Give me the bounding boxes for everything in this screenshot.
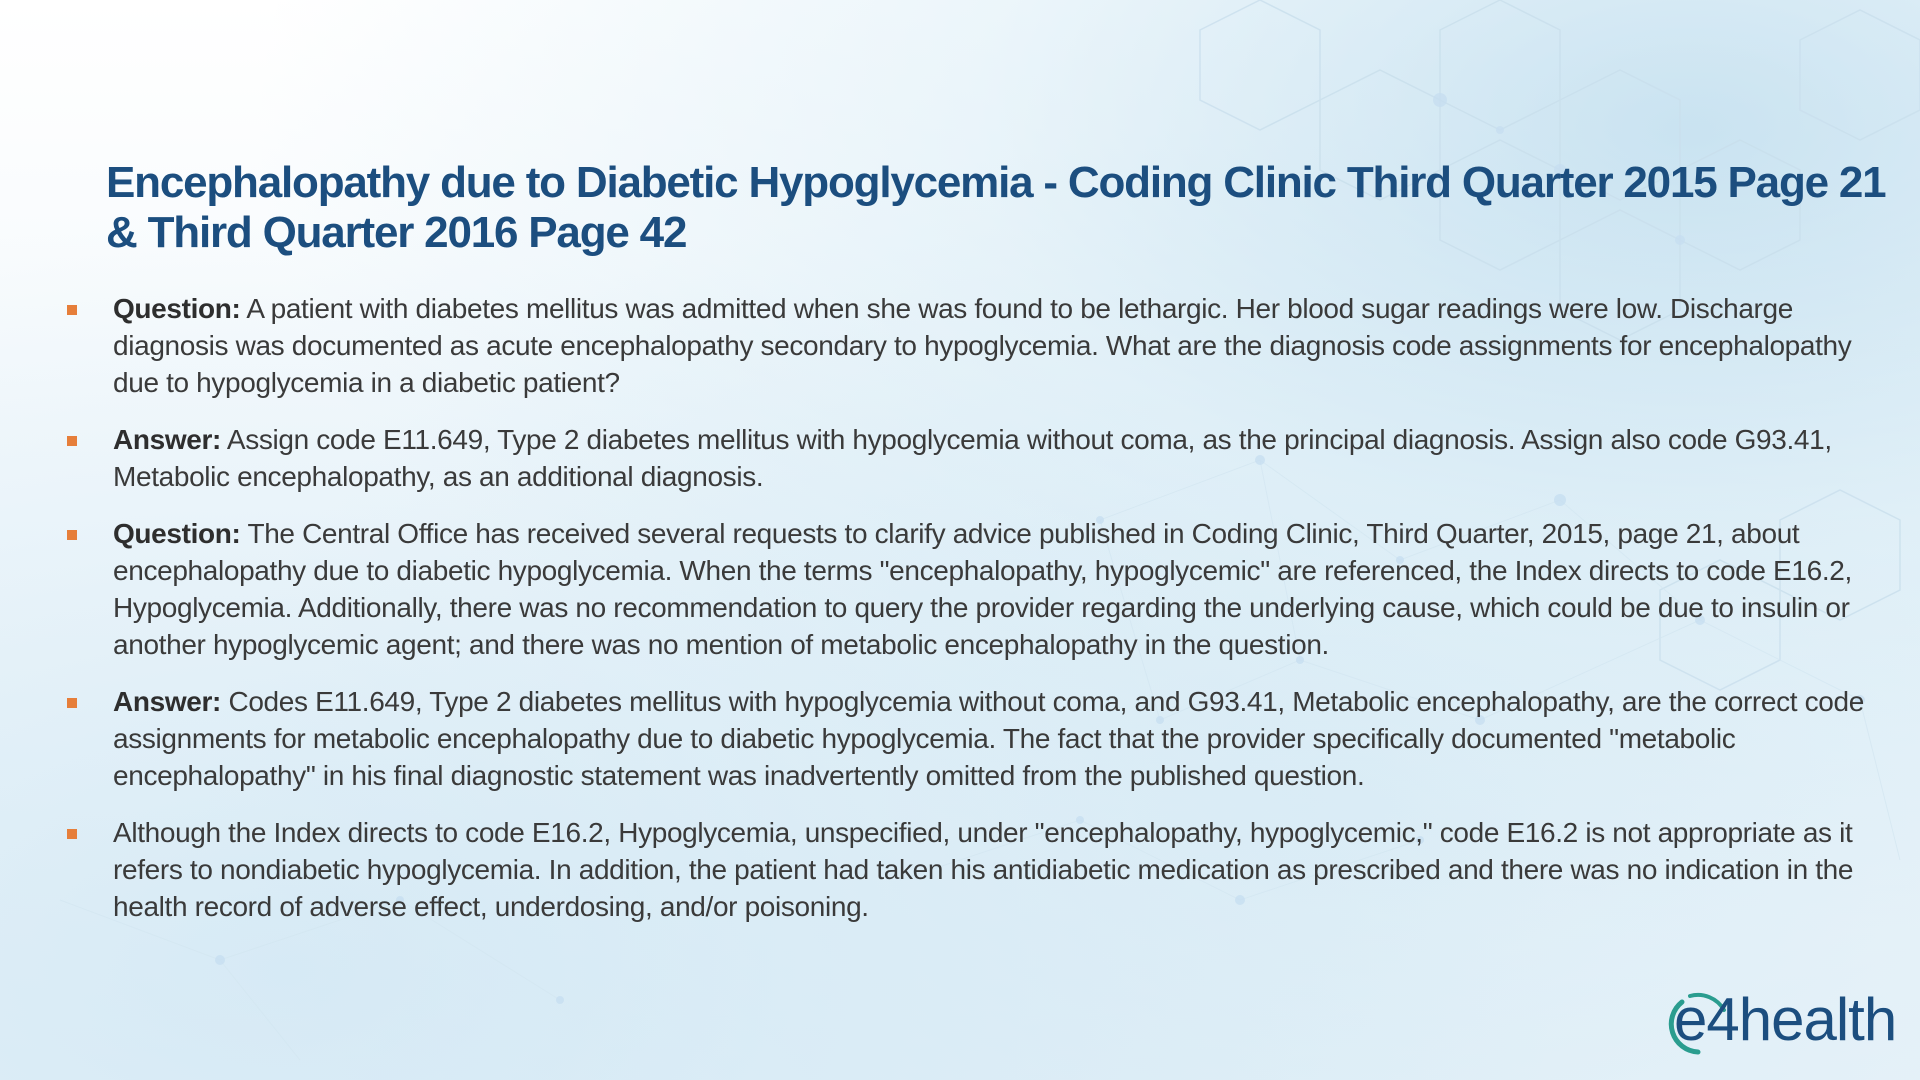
e4health-logo [1668,988,1904,1058]
bullet-item [64,683,1874,794]
bullet-item [64,290,1874,401]
square-bullet-icon [67,530,77,540]
square-bullet-icon [67,436,77,446]
bullet-text: Assign code E11.649, Type 2 diabetes mellitus with hypoglycemia without coma, as the principal diagnosis. Assign also code G93.41, Metabolic encephalopathy, as an additional diagnosis. [113,424,1832,492]
bullet-list [64,290,1874,945]
bullet-text: The Central Office has received several requests to clarify advice published in Coding Clinic, Third Quarter, 2015, page 21, about encephalopathy due to diabetic hypoglycemia. When the terms "encephalopathy, hypoglycemic" are referenced, the Index directs to code E16.2, Hypoglycemia. Additionally, there was no recommendation to query the provider regarding the underlying cause, which could be due to insulin or another hypoglycemic agent; and there was no mention of metabolic encephalopathy in the question. [113,518,1852,660]
bullet-text: A patient with diabetes mellitus was admitted when she was found to be lethargic. Her blood sugar readings were low. Discharge diagnosis was documented as acute encephalopathy secondary to hypoglycemia. What are the diagnosis code assignments for encephalopathy due to hypoglycemia in a diabetic patient? [113,293,1852,398]
bullet-item [64,515,1874,663]
bullet-lead: Answer: [113,686,222,717]
bullet-item [64,814,1874,925]
logo-wordmark: e4health [1674,986,1897,1053]
slide-title: Encephalopathy due to Diabetic Hypoglycemia - Coding Clinic Third Quarter 2015 Page 21 & Third Quarter 2016 Page 42 [106,158,1886,257]
bullet-lead: Answer: [113,424,222,455]
bullet-text: Codes E11.649, Type 2 diabetes mellitus with hypoglycemia without coma, and G93.41, Metabolic encephalopathy, are the correct code assignments for metabolic encephalopathy due to diabetic hypoglycemia. The fact that the provider specifically documented "metabolic encephalopathy" in his final diagnostic statement was inadvertently omitted from the published question. [113,686,1864,791]
square-bullet-icon [67,829,77,839]
bullet-lead: Question: [113,293,241,324]
bullet-text: Although the Index directs to code E16.2, Hypoglycemia, unspecified, under "encephalopathy, hypoglycemic," code E16.2 is not appropriate as it refers to nondiabetic hypoglycemia. In addition, the patient had taken his antidiabetic medication as prescribed and there was no indication in the health record of adverse effect, underdosing, and/or poisoning. [113,817,1854,922]
square-bullet-icon [67,305,77,315]
bullet-lead: Question: [113,518,241,549]
bullet-item [64,421,1874,495]
square-bullet-icon [67,698,77,708]
